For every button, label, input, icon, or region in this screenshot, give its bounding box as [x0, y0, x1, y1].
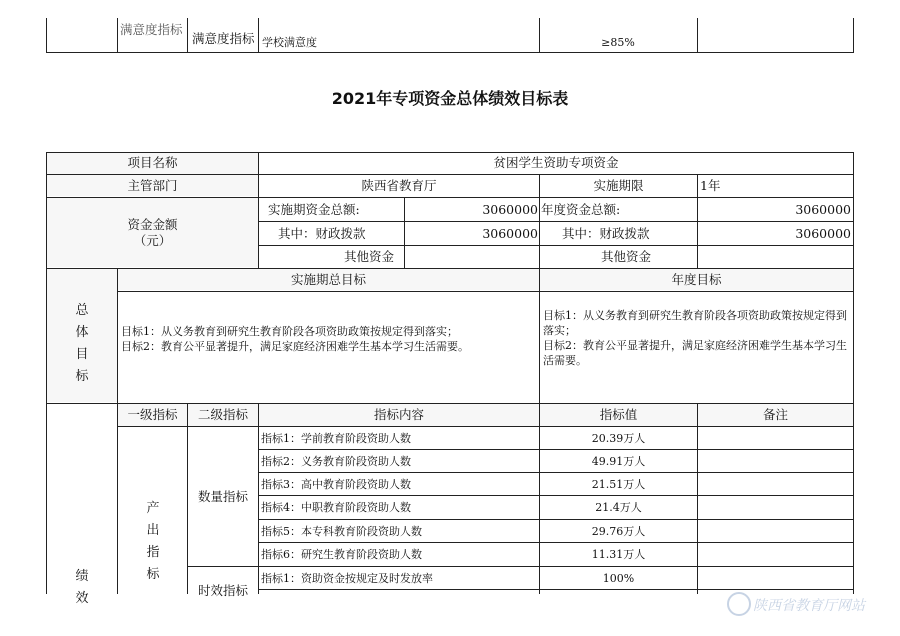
- row-value: 100%: [602, 572, 635, 585]
- period-value: 1年: [700, 178, 721, 193]
- other-fund-label: 其他资金: [344, 249, 395, 264]
- total-label: 实施期资金总额:: [268, 202, 360, 217]
- header-level2: 二级指标: [197, 407, 248, 422]
- project-name-value: 贫困学生资助专项资金: [493, 155, 619, 170]
- row-value: 20.39万人: [591, 432, 646, 445]
- grid-line: [697, 18, 698, 53]
- total-value: 3060000: [482, 202, 538, 217]
- period-goal-2: 目标2：教育公平显著提升，满足家庭经济困难学生基本学习生活需要。: [121, 340, 469, 353]
- of-which-value-annual: 3060000: [795, 226, 851, 241]
- annual-value: 3060000: [795, 202, 851, 217]
- fund-unit: （元）: [133, 233, 172, 248]
- row-content: 指标2：义务教育阶段资助人数: [261, 455, 411, 468]
- site-watermark: [727, 590, 897, 624]
- grid-line: [258, 542, 854, 543]
- period-goal-text: [121, 324, 536, 354]
- grid-line: [258, 519, 854, 520]
- row-value: 49.91万人: [591, 455, 646, 468]
- header-content: 指标内容: [373, 407, 424, 422]
- grid-line: [117, 18, 118, 53]
- row-content: 指标5：本专科教育阶段资助人数: [261, 525, 422, 538]
- fund-label: 资金金额: [127, 217, 178, 232]
- row-value: 21.51万人: [591, 478, 646, 491]
- grid-line: [697, 174, 698, 269]
- grid-line: [258, 18, 259, 53]
- annual-goal-2: 目标2：教育公平显著提升，满足家庭经济困难学生基本学习生活需要。: [543, 339, 847, 367]
- row-content: 指标3：高中教育阶段资助人数: [261, 478, 411, 491]
- grid-line: [539, 174, 540, 404]
- grid-line: [117, 291, 854, 292]
- header-value: 指标值: [599, 407, 638, 422]
- grid-line: [46, 174, 854, 175]
- page-title: 2021年专项资金总体绩效目标表: [331, 89, 569, 108]
- top-frag-bottom-line: [46, 52, 853, 53]
- period-label: 实施期限: [593, 178, 644, 193]
- emblem-icon: [727, 592, 751, 616]
- grid-line: [853, 18, 854, 53]
- grid-line: [258, 221, 854, 222]
- period-goal-1: 目标1：从义务教育到研究生教育阶段各项资助政策按规定得到落实；: [121, 325, 458, 338]
- annual-goal-text: [543, 308, 848, 368]
- watermark-text: 陕西省教育厅网站: [753, 598, 865, 614]
- grid-line: [853, 152, 854, 594]
- overall-section-label: 总体目标: [75, 303, 89, 384]
- grid-line: [46, 197, 854, 198]
- grid-line: [117, 426, 854, 427]
- grid-line: [258, 449, 854, 450]
- grid-line: [46, 152, 854, 153]
- grid-line: [697, 403, 698, 594]
- grid-line: [117, 268, 118, 594]
- grid-line: [258, 403, 259, 594]
- dept-value: 陕西省教育厅: [361, 178, 437, 193]
- grid-line: [187, 18, 188, 53]
- output-indicator-label: 产出指标: [146, 501, 160, 582]
- row-value: 11.31万人: [591, 548, 646, 561]
- annual-goal-1: 目标1：从义务教育到研究生教育阶段各项资助政策按规定得到落实；: [543, 309, 847, 337]
- row-content: 指标4：中职教育阶段资助人数: [261, 501, 411, 514]
- row-value: 21.4万人: [595, 501, 642, 514]
- period-goal-header: 实施期总目标: [290, 272, 366, 287]
- other-fund-label-annual: 其他资金: [601, 249, 652, 264]
- project-name-label: 项目名称: [127, 155, 178, 170]
- annual-label: 年度资金总额:: [541, 202, 621, 217]
- of-which-label-annual: 其中：财政拨款: [562, 226, 650, 241]
- top-frag-value: ≥85%: [601, 36, 635, 49]
- row-content: 指标6：研究生教育阶段资助人数: [261, 548, 422, 561]
- performance-section-label: 绩效: [75, 569, 89, 606]
- grid-line: [46, 403, 854, 404]
- row-content: 指标1：学前教育阶段资助人数: [261, 432, 411, 445]
- header-level1: 一级指标: [127, 407, 178, 422]
- annual-goal-header: 年度目标: [671, 272, 722, 287]
- top-frag-level1: 满意度指标: [120, 22, 183, 37]
- grid-line: [187, 566, 854, 567]
- grid-line: [258, 245, 854, 246]
- grid-line: [46, 268, 854, 269]
- of-which-label: 其中：财政拨款: [278, 226, 366, 241]
- grid-line: [46, 18, 47, 53]
- grid-line: [258, 472, 854, 473]
- grid-line: [258, 495, 854, 496]
- quantity-indicator-label: 数量指标: [197, 489, 248, 504]
- of-which-value: 3060000: [482, 226, 538, 241]
- top-frag-content: 学校满意度: [262, 36, 317, 49]
- top-frag-level2: 满意度指标: [192, 31, 255, 46]
- row-content: 指标1：资助资金按规定及时发放率: [261, 572, 433, 585]
- header-remark: 备注: [762, 407, 788, 422]
- timeliness-indicator-label: 时效指标: [197, 583, 248, 598]
- row-value: 29.76万人: [591, 525, 646, 538]
- dept-label: 主管部门: [127, 178, 178, 193]
